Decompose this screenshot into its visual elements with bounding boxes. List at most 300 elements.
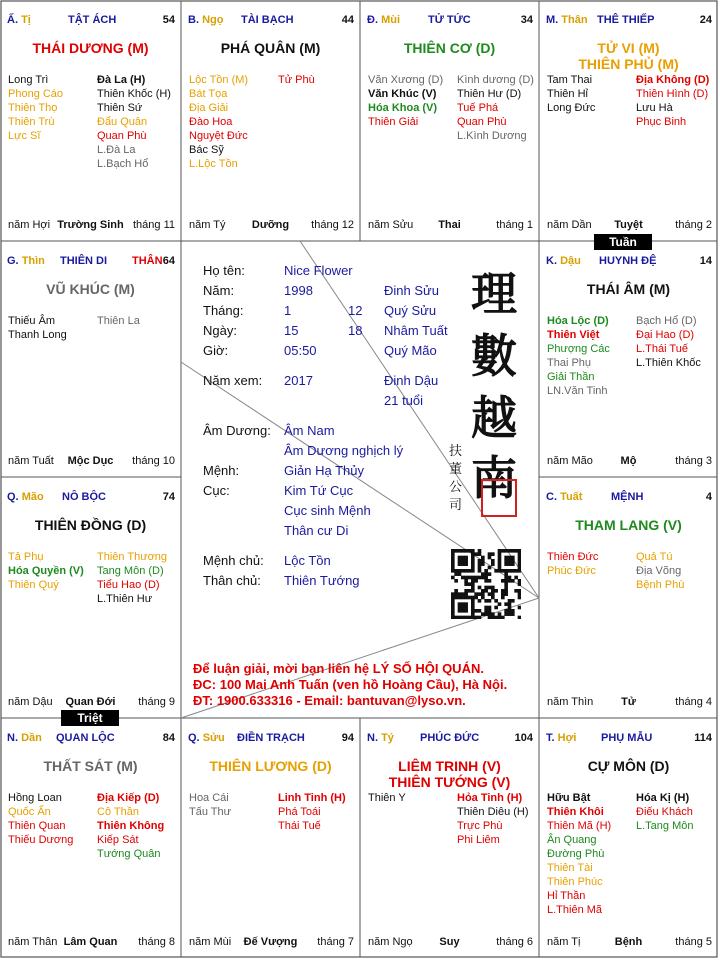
minor-star: Thiếu Âm xyxy=(8,315,56,327)
minor-star: Lộc Tồn (M) xyxy=(189,74,249,86)
minor-star: Phục Binh xyxy=(636,116,687,128)
palace-branch xyxy=(188,732,225,744)
palace-branch xyxy=(546,491,582,503)
minor-star: Hồng Loan xyxy=(8,792,62,804)
minor-star: Đường Phù xyxy=(547,848,605,860)
left-stars xyxy=(189,73,248,171)
left-stars xyxy=(189,791,231,819)
month-label: Tháng: xyxy=(203,303,244,318)
luu-nien-year: năm Tý xyxy=(189,219,226,231)
luu-nien-year: năm Tị xyxy=(547,936,581,948)
palace-branch xyxy=(367,732,394,744)
minor-star: L.Bạch Hổ xyxy=(97,158,149,170)
minor-star: Hoa Cái xyxy=(189,792,229,804)
day-canchi: Nhâm Tuất xyxy=(384,323,448,338)
luu-nguyet-month: tháng 10 xyxy=(132,455,175,467)
palace-name: TÀI BẠCH xyxy=(241,14,294,26)
luu-nien-year: năm Mão xyxy=(547,455,593,467)
menh-value: Giản Hạ Thủy xyxy=(284,463,364,478)
palace-stem: M. xyxy=(546,14,559,26)
minor-star: Lưu Hà xyxy=(636,102,673,114)
main-star: PHÁ QUÂN (M) xyxy=(220,40,321,56)
minor-star: Thiên Tài xyxy=(547,862,593,874)
luu-nguyet-month: tháng 12 xyxy=(311,219,354,231)
dai-van-number: 114 xyxy=(694,732,712,744)
palace-name: PHỤ MẪU xyxy=(601,732,653,744)
minor-star: Trực Phù xyxy=(457,820,503,832)
birth-month-lunar: 12 xyxy=(348,303,363,318)
minor-star: Hữu Bật xyxy=(547,792,591,804)
seal-stamp xyxy=(481,479,517,517)
cuc-relation: Cục sinh Mệnh xyxy=(284,503,371,518)
minor-star: Tam Thai xyxy=(547,74,593,86)
luu-nguyet-month: tháng 6 xyxy=(496,936,533,948)
minor-star: Tả Phụ xyxy=(8,551,44,563)
minor-star: Giải Thần xyxy=(547,371,595,383)
dai-van-number: 44 xyxy=(341,14,354,26)
dai-van-number: 34 xyxy=(520,14,533,26)
minor-star: Kình dương (D) xyxy=(457,74,534,86)
minor-star: Tang Môn (D) xyxy=(97,565,164,577)
triet-tag: Triệt xyxy=(61,710,119,726)
minor-star: Địa Võng xyxy=(636,565,682,577)
left-stars xyxy=(368,73,443,129)
minor-star: Thiên Giải xyxy=(368,116,419,128)
palace-stem: Q. xyxy=(188,732,200,744)
luu-nguyet-month: tháng 1 xyxy=(496,219,533,231)
amduong-relation: Âm Dương nghịch lý xyxy=(284,443,404,458)
minor-star: Phượng Các xyxy=(547,343,610,355)
palace-stem: Ấ. xyxy=(7,14,18,26)
calligraphy-small-4: 司 xyxy=(449,498,463,513)
minor-star: Tướng Quân xyxy=(97,848,161,860)
minor-star: Thiên Đức xyxy=(547,551,599,563)
minor-star: L.Đà La xyxy=(97,144,136,156)
minor-star: Tử Phù xyxy=(278,74,315,86)
birth-hour: 05:50 xyxy=(284,343,317,358)
minor-star: Nguyệt Đức xyxy=(189,130,248,142)
right-stars xyxy=(97,791,164,861)
minor-star: Thiên Việt xyxy=(547,329,600,341)
minor-star: Thiên Thương xyxy=(97,551,168,563)
palace-stem: N. xyxy=(367,732,378,744)
qr-code xyxy=(451,549,521,619)
main-star: THÁI DƯƠNG (M) xyxy=(32,40,149,56)
palace-stem: K. xyxy=(546,255,557,267)
minor-star: Hỉ Thần xyxy=(547,890,586,902)
main-stars xyxy=(543,517,714,533)
minor-star: Thiên Quan xyxy=(8,820,66,832)
palace-branch-name: Hợi xyxy=(557,732,577,744)
main-star: VŨ KHÚC (M) xyxy=(46,281,135,297)
main-stars xyxy=(543,281,714,297)
main-star: THIÊN LƯƠNG (D) xyxy=(209,758,332,774)
minor-star: Thiên Mã (H) xyxy=(547,820,612,832)
luu-nguyet-month: tháng 5 xyxy=(675,936,712,948)
name-value: Nice Flower xyxy=(284,263,353,278)
minor-star: Bát Tọa xyxy=(189,88,228,100)
dai-van-number: 94 xyxy=(341,732,354,744)
palace-branch-name: Sửu xyxy=(202,732,225,744)
minor-star: Phi Liêm xyxy=(457,834,500,846)
minor-star: Hóa Khoa (V) xyxy=(368,102,438,114)
minor-star: L.Thiên Mã xyxy=(547,904,603,916)
luu-nguyet-month: tháng 3 xyxy=(675,455,712,467)
right-stars xyxy=(278,73,315,87)
dai-van-number: 24 xyxy=(699,14,712,26)
trang-sinh-stage: Đế Vượng xyxy=(243,936,298,948)
dai-van-number: 4 xyxy=(705,491,712,503)
trang-sinh-stage: Mộc Dục xyxy=(67,455,114,467)
dai-van-number: 84 xyxy=(162,732,175,744)
trang-sinh-stage: Dưỡng xyxy=(251,219,290,231)
calligraphy-small-1: 扶 xyxy=(449,444,463,459)
palace-ti xyxy=(360,718,539,958)
right-stars xyxy=(457,73,534,143)
palace-branch-name: Dậu xyxy=(560,255,581,267)
minor-star: Tuế Phá xyxy=(457,102,499,114)
minor-star: Thanh Long xyxy=(8,329,67,341)
trang-sinh-stage: Mộ xyxy=(620,455,637,467)
minor-star: L.Thái Tuế xyxy=(636,343,688,355)
minor-star: Đào Hoa xyxy=(189,116,233,128)
main-stars xyxy=(185,758,356,774)
right-stars xyxy=(636,550,684,592)
palace-branch xyxy=(188,14,223,26)
luu-nguyet-month: tháng 11 xyxy=(132,219,175,231)
hour-canchi: Quý Mão xyxy=(384,343,437,358)
minor-star: Thiên Không xyxy=(97,820,165,832)
main-star: THIÊN CƠ (D) xyxy=(403,40,496,56)
minor-star: Thiên La xyxy=(97,315,140,327)
minor-star: Cô Thần xyxy=(97,806,139,818)
main-stars xyxy=(364,40,535,56)
palace-branch-name: Tý xyxy=(381,732,394,744)
main-star: TỬ VI (M) xyxy=(597,40,660,56)
center-info-panel xyxy=(181,241,539,718)
minor-star: Đẩu Quân xyxy=(97,116,148,128)
minor-star: Thiên Hư (D) xyxy=(457,88,522,100)
contact-line-1: Để luận giải, mời bạn liên hệ LÝ SỐ HỘI QUÁN. xyxy=(193,661,484,676)
cuc-label: Cục: xyxy=(203,483,230,498)
luu-nien-year: năm Mùi xyxy=(189,936,232,948)
main-star: LIÊM TRINH (V) xyxy=(398,758,501,774)
minor-star: Quả Tú xyxy=(636,551,673,563)
minor-star: Thiên Hỉ xyxy=(547,88,588,100)
minor-star: Linh Tinh (H) xyxy=(278,792,346,804)
amduong-label: Âm Dương: xyxy=(203,423,271,438)
palace-name: ĐIỀN TRẠCH xyxy=(237,732,305,744)
minor-star: Phúc Đức xyxy=(547,565,596,577)
minor-star: Hóa Quyền (V) xyxy=(8,565,84,577)
left-stars xyxy=(368,791,406,805)
birth-day-solar: 15 xyxy=(284,323,299,338)
palace-dau xyxy=(539,241,718,477)
minor-star: Tấu Thư xyxy=(189,806,232,818)
palace-mui xyxy=(360,0,539,241)
minor-star: Hỏa Tinh (H) xyxy=(457,792,523,804)
menhchu-value: Lộc Tồn xyxy=(284,553,331,568)
age: 21 tuổi xyxy=(384,393,424,408)
palace-suu xyxy=(181,718,360,958)
menh-label: Mệnh: xyxy=(203,463,240,478)
palace-name: NÔ BỘC xyxy=(62,491,106,503)
right-stars xyxy=(636,314,701,370)
dai-van-number: 104 xyxy=(514,732,533,744)
minor-star: LN.Văn Tinh xyxy=(547,385,608,397)
minor-star: Thiên Trù xyxy=(8,116,55,128)
palace-than xyxy=(539,0,718,241)
palace-stem: T. xyxy=(546,732,555,744)
minor-star: Thái Tuế xyxy=(278,820,321,832)
palace-name: THÊ THIẾP xyxy=(597,14,655,26)
palace-branch xyxy=(7,14,31,26)
palace-stem: G. xyxy=(7,255,19,267)
left-stars xyxy=(8,73,63,143)
birth-day-lunar: 18 xyxy=(348,323,363,338)
palace-mao xyxy=(0,477,181,718)
amduong-value: Âm Nam xyxy=(284,423,335,438)
main-star: THAM LANG (V) xyxy=(575,517,682,533)
palace-branch xyxy=(546,732,576,744)
trang-sinh-stage: Trường Sinh xyxy=(57,219,124,231)
main-stars xyxy=(4,517,177,533)
palace-branch xyxy=(7,491,44,503)
trang-sinh-stage: Lâm Quan xyxy=(63,936,118,948)
minor-star: Thiên Sứ xyxy=(97,102,143,114)
palace-branch xyxy=(7,732,42,744)
palace-branch-name: Thìn xyxy=(21,255,45,267)
minor-star: L.Tang Môn xyxy=(636,820,694,832)
minor-star: Văn Khúc (V) xyxy=(368,88,437,100)
palace-name: QUAN LỘC xyxy=(56,732,115,744)
minor-star: Điếu Khách xyxy=(636,806,693,818)
trang-sinh-stage: Quan Đới xyxy=(65,696,116,708)
main-star: THIÊN PHỦ (M) xyxy=(578,56,679,72)
right-stars xyxy=(97,550,167,606)
minor-star: Quan Phù xyxy=(457,116,507,128)
main-stars xyxy=(4,281,177,297)
calligraphy-char-4: 南 xyxy=(471,451,517,505)
minor-star: Thiên Khôi xyxy=(547,806,604,818)
left-stars xyxy=(8,791,73,847)
palace-tuat xyxy=(539,477,718,718)
left-stars xyxy=(547,550,598,578)
palace-name: THIÊN DI xyxy=(60,255,108,267)
main-stars xyxy=(4,40,177,56)
luu-nien-year: năm Ngọ xyxy=(368,936,413,948)
dai-van-number: 14 xyxy=(699,255,712,267)
main-stars xyxy=(185,40,356,56)
minor-star: Đà La (H) xyxy=(97,74,146,86)
minor-star: Thiên Hình (D) xyxy=(636,88,709,100)
calligraphy-small-3: 公 xyxy=(449,480,463,495)
minor-star: Hóa Lộc (D) xyxy=(547,315,609,327)
palace-branch xyxy=(546,14,588,26)
palace-name: MỆNH xyxy=(611,491,644,503)
year-canchi: Đinh Sửu xyxy=(384,283,439,298)
palace-ty xyxy=(0,0,181,241)
trang-sinh-stage: Tử xyxy=(621,696,636,708)
minor-star: Thiên Phúc xyxy=(547,876,603,888)
trang-sinh-stage: Thai xyxy=(438,219,461,231)
trang-sinh-stage: Suy xyxy=(439,936,460,948)
left-stars xyxy=(8,550,84,592)
contact-phone-email: ĐT: 1900.633316 - Email: bantuvan@lyso.vn. xyxy=(193,693,466,708)
minor-star: Long Đức xyxy=(547,102,596,114)
right-stars xyxy=(97,314,140,328)
palace-name: TẬT ÁCH xyxy=(68,14,117,26)
minor-star: Phong Cáo xyxy=(8,88,64,100)
dai-van-number: 74 xyxy=(162,491,175,503)
minor-star: Lực Sĩ xyxy=(8,130,41,142)
minor-star: Tiểu Hao (D) xyxy=(97,579,160,591)
view-year-canchi: Đinh Dậu xyxy=(384,373,439,388)
trang-sinh-stage: Tuyệt xyxy=(614,219,643,231)
calligraphy-char-3: 越 xyxy=(471,391,517,445)
palace-stem: C. xyxy=(546,491,557,503)
calligraphy-small-2: 董 xyxy=(449,462,463,477)
than-marker: THÂN xyxy=(132,255,163,267)
minor-star: Thiếu Dương xyxy=(8,834,74,846)
left-stars xyxy=(547,791,611,917)
menhchu-label: Mệnh chủ: xyxy=(203,553,264,568)
calligraphy-char-2: 數 xyxy=(471,329,517,383)
palace-branch xyxy=(7,255,45,267)
minor-star: L.Thiên Hư xyxy=(97,593,153,605)
minor-star: Bác Sỹ xyxy=(189,144,224,156)
than-position: Thân cư Di xyxy=(284,523,349,538)
minor-star: Thiên Quý xyxy=(8,579,59,591)
minor-star: Thiên Y xyxy=(368,792,406,804)
thanchu-label: Thân chủ: xyxy=(203,573,261,588)
palace-name: PHÚC ĐỨC xyxy=(420,732,480,744)
minor-star: L.Lộc Tồn xyxy=(189,158,238,170)
luu-nguyet-month: tháng 7 xyxy=(317,936,354,948)
view-year-label: Năm xem: xyxy=(203,373,263,388)
right-stars xyxy=(457,791,529,847)
luu-nien-year: năm Thân xyxy=(8,936,58,948)
minor-star: Thiên Diêu (H) xyxy=(457,806,529,818)
main-stars xyxy=(4,758,177,774)
palace-branch-name: Dần xyxy=(21,732,42,744)
palace-name: TỬ TỨC xyxy=(428,14,471,26)
minor-star: Địa Giải xyxy=(189,102,229,114)
main-star: THIÊN ĐỒNG (D) xyxy=(34,517,147,533)
luu-nien-year: năm Dậu xyxy=(8,696,53,708)
palace-branch-name: Tị xyxy=(21,14,31,26)
minor-star: Quan Phù xyxy=(97,130,147,142)
palace-branch-name: Tuất xyxy=(560,491,583,503)
thanchu-value: Thiên Tướng xyxy=(284,573,360,588)
main-stars xyxy=(364,758,535,790)
hour-label: Giờ: xyxy=(203,343,229,358)
name-label: Họ tên: xyxy=(203,263,245,278)
luu-nien-year: năm Dần xyxy=(547,219,592,231)
minor-star: Kiếp Sát xyxy=(97,834,139,846)
luu-nien-year: năm Sửu xyxy=(368,219,414,231)
right-stars xyxy=(636,791,693,833)
minor-star: Văn Xương (D) xyxy=(368,74,444,86)
left-stars xyxy=(8,314,67,342)
main-stars xyxy=(543,40,714,72)
palace-branch-name: Mùi xyxy=(381,14,401,26)
palace-stem: Đ. xyxy=(367,14,378,26)
main-stars xyxy=(543,758,714,774)
palace-stem: N. xyxy=(7,732,18,744)
luu-nien-year: năm Tuất xyxy=(8,455,54,467)
right-stars xyxy=(636,73,709,129)
luu-nguyet-month: tháng 4 xyxy=(675,696,712,708)
trang-sinh-stage: Bệnh xyxy=(614,936,643,948)
palace-name: HUYNH ĐỆ xyxy=(599,255,657,267)
palace-thin xyxy=(0,241,181,477)
day-label: Ngày: xyxy=(203,323,237,338)
palace-dan xyxy=(0,718,181,958)
dai-van-number: 54 xyxy=(162,14,175,26)
palace-ngo xyxy=(181,0,360,241)
tuan-tag: Tuần xyxy=(594,234,652,250)
palace-branch-name: Ngọ xyxy=(202,14,224,26)
contact-address: ĐC: 100 Mai Anh Tuấn (ven hồ Hoàng Cầu), Hà Nội. xyxy=(193,677,508,692)
minor-star: Hóa Kị (H) xyxy=(636,792,690,804)
palace-hoi xyxy=(539,718,718,958)
palace-stem: B. xyxy=(188,14,199,26)
month-canchi: Quý Sửu xyxy=(384,303,437,318)
palace-branch xyxy=(367,14,400,26)
year-label: Năm: xyxy=(203,283,235,298)
luu-nien-year: năm Thìn xyxy=(547,696,594,708)
main-star: CỰ MÔN (D) xyxy=(587,758,670,774)
cuc-value: Kim Tứ Cục xyxy=(284,483,354,498)
palace-branch-name: Thân xyxy=(561,14,588,26)
minor-star: Thiên Khốc (H) xyxy=(97,88,171,100)
minor-star: Long Trì xyxy=(8,74,49,86)
right-stars xyxy=(97,73,171,171)
palace-branch xyxy=(546,255,581,267)
minor-star: Địa Kiếp (D) xyxy=(97,792,160,804)
minor-star: Đại Hao (D) xyxy=(636,329,695,341)
main-star: THÁI ÂM (M) xyxy=(586,281,671,297)
right-stars xyxy=(278,791,346,833)
minor-star: Thiên Thọ xyxy=(8,102,58,114)
minor-star: L.Kình Dương xyxy=(457,130,527,142)
minor-star: Quốc Ấn xyxy=(8,806,51,818)
birth-year: 1998 xyxy=(284,283,313,298)
palace-branch-name: Mão xyxy=(21,491,44,503)
birth-month-solar: 1 xyxy=(284,303,292,318)
view-year: 2017 xyxy=(284,373,313,388)
dai-van-number: 64 xyxy=(162,255,175,267)
luu-nien-year: năm Hợi xyxy=(8,219,51,231)
minor-star: Bạch Hổ (D) xyxy=(636,315,697,327)
palace-stem: Q. xyxy=(7,491,19,503)
left-stars xyxy=(547,314,610,398)
luu-nguyet-month: tháng 9 xyxy=(138,696,175,708)
calligraphy-char-1: 理 xyxy=(471,267,517,321)
luu-nguyet-month: tháng 8 xyxy=(138,936,175,948)
minor-star: Địa Không (D) xyxy=(636,74,710,86)
minor-star: L.Thiên Khốc xyxy=(636,357,701,369)
luu-nguyet-month: tháng 2 xyxy=(675,219,712,231)
left-stars xyxy=(547,73,595,115)
minor-star: Phá Toái xyxy=(278,806,321,818)
main-star: THẤT SÁT (M) xyxy=(43,758,138,774)
minor-star: Bệnh Phù xyxy=(636,579,685,591)
minor-star: Ân Quang xyxy=(547,834,597,846)
main-star: THIÊN TƯỚNG (V) xyxy=(388,774,511,790)
minor-star: Thai Phụ xyxy=(547,357,592,369)
